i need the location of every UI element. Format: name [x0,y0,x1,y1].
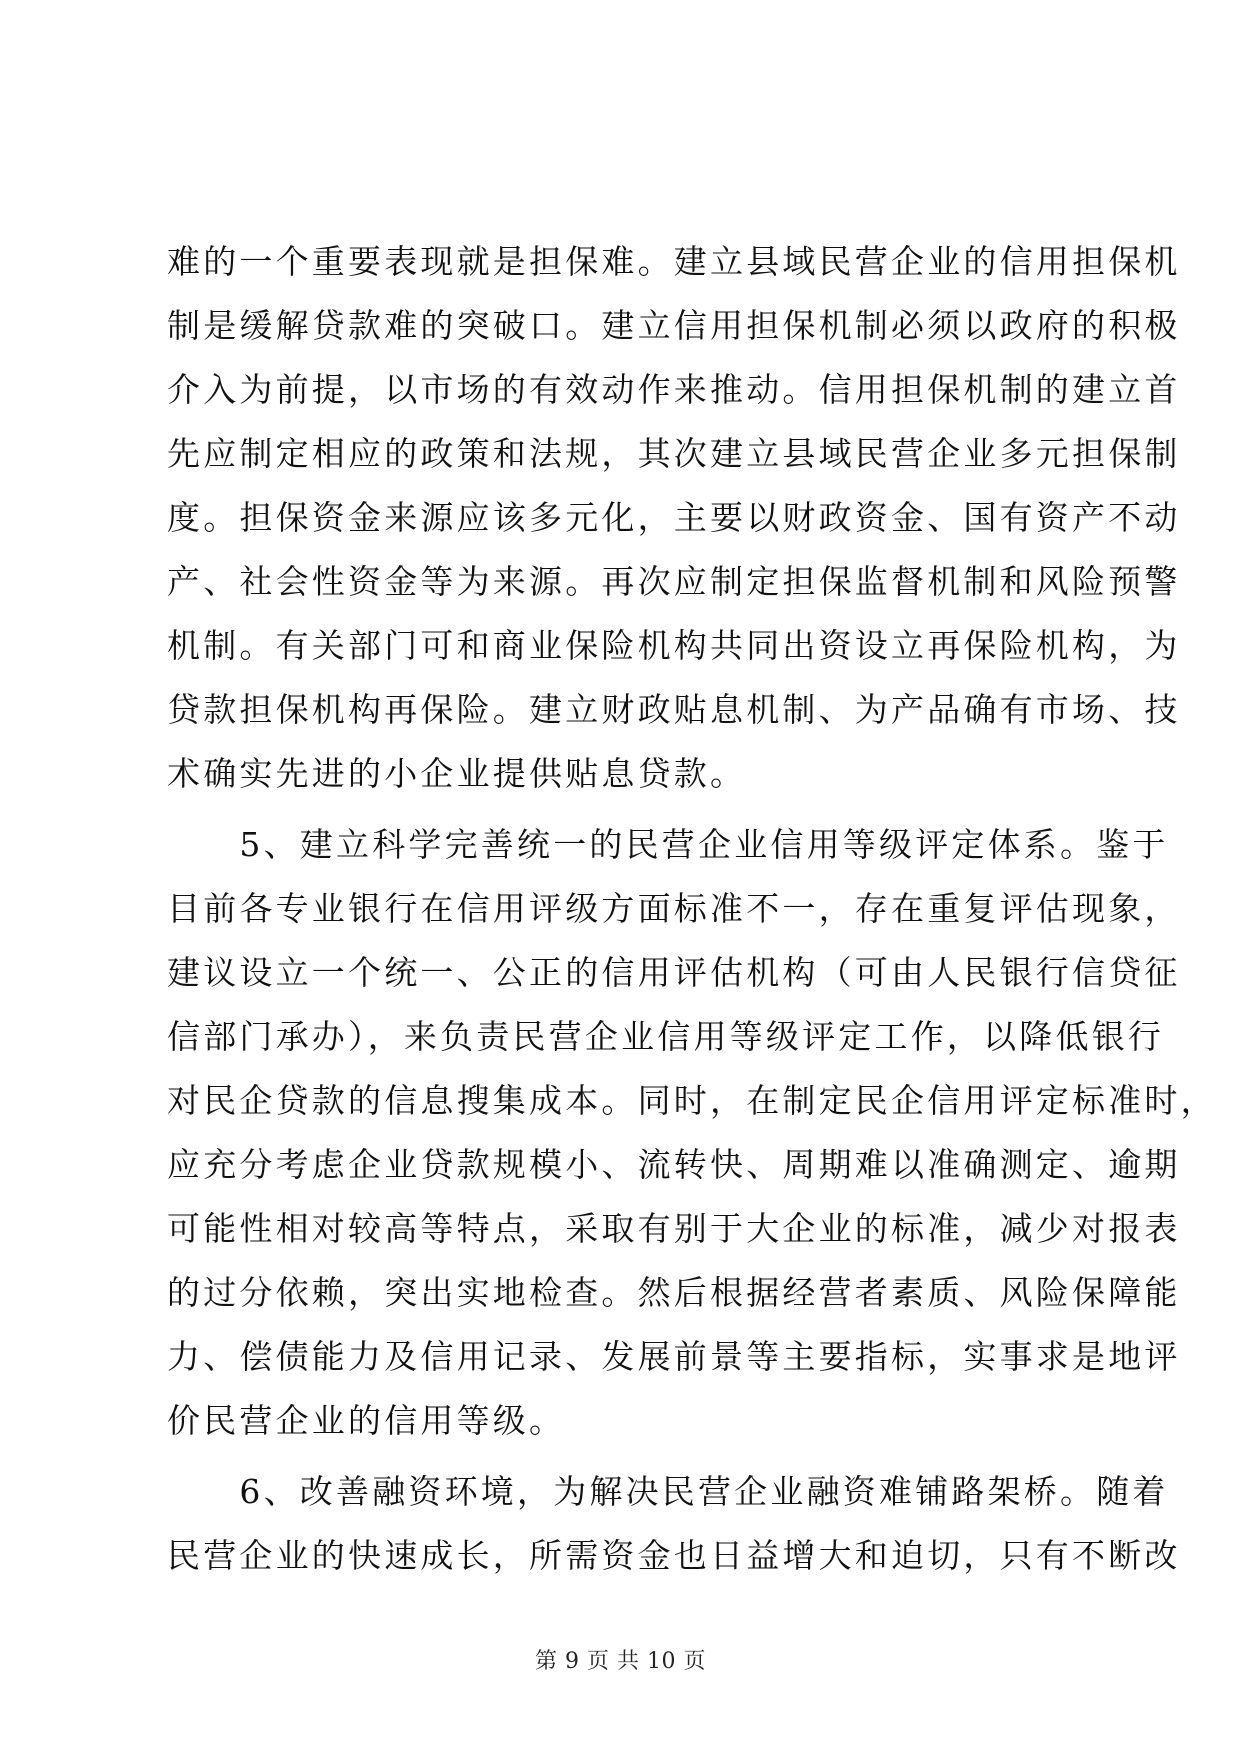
text-line: 6、改善融资环境，为解决民营企业融资难铺路架桥。随着 [167,1472,1169,1511]
text-line: 应充分考虑企业贷款规模小、流转快、周期难以准确测定、逾期 [167,1145,1181,1184]
paragraph-gap [167,1453,1077,1460]
text-line: 难的一个重要表现就是担保难。建立县域民营企业的信用担保机 [167,242,1181,281]
text-line: 制是缓解贷款难的突破口。建立信用担保机制必须以政府的积极 [167,306,1181,345]
text-line: 产、社会性资金等为来源。再次应制定担保监督机制和风险预警 [167,562,1181,601]
text-line: 介入为前提，以市场的有效动作来推动。信用担保机制的建立首 [167,370,1181,409]
text-line: 价民营企业的信用等级。 [167,1401,566,1440]
text-line: 信部门承办），来负责民营企业信用等级评定工作，以降低银行 [167,1017,1165,1056]
page-number-footer: 第 9 页 共 10 页 [535,1649,706,1674]
paragraph-financing-environment [167,1460,1181,1588]
text-line: 5、建立科学完善统一的民营企业信用等级评定体系。鉴于 [167,825,1169,864]
paragraph-gap [167,806,1077,813]
text-line: 先应制定相应的政策和法规，其次建立县域民营企业多元担保制 [167,434,1181,473]
text-line: 对民企贷款的信息搜集成本。同时，在制定民企信用评定标准时， [167,1081,1217,1120]
text-line: 贷款担保机构再保险。建立财政贴息机制、为产品确有市场、技 [167,690,1181,729]
text-line: 术确实先进的小企业提供贴息贷款。 [167,754,747,793]
paragraph-credit-rating-system [167,813,1217,1453]
text-line: 机制。有关部门可和商业保险机构共同出资设立再保险机构，为 [167,626,1181,665]
text-line: 建议设立一个统一、公正的信用评估机构（可由人民银行信贷征 [167,953,1181,992]
text-line: 的过分依赖，突出实地检查。然后根据经营者素质、风险保障能 [167,1273,1181,1312]
document-body [167,230,1217,1588]
text-line: 度。担保资金来源应该多元化，主要以财政资金、国有资产不动 [167,498,1181,537]
paragraph-guarantee-mechanism [167,230,1181,806]
text-line: 民营企业的快速成长，所需资金也日益增大和迫切，只有不断改 [167,1536,1181,1575]
text-line: 力、偿债能力及信用记录、发展前景等主要指标，实事求是地评 [167,1337,1181,1376]
text-line: 可能性相对较高等特点，采取有别于大企业的标准，减少对报表 [167,1209,1181,1248]
text-line: 目前各专业银行在信用评级方面标准不一，存在重复评估现象， [167,889,1181,928]
